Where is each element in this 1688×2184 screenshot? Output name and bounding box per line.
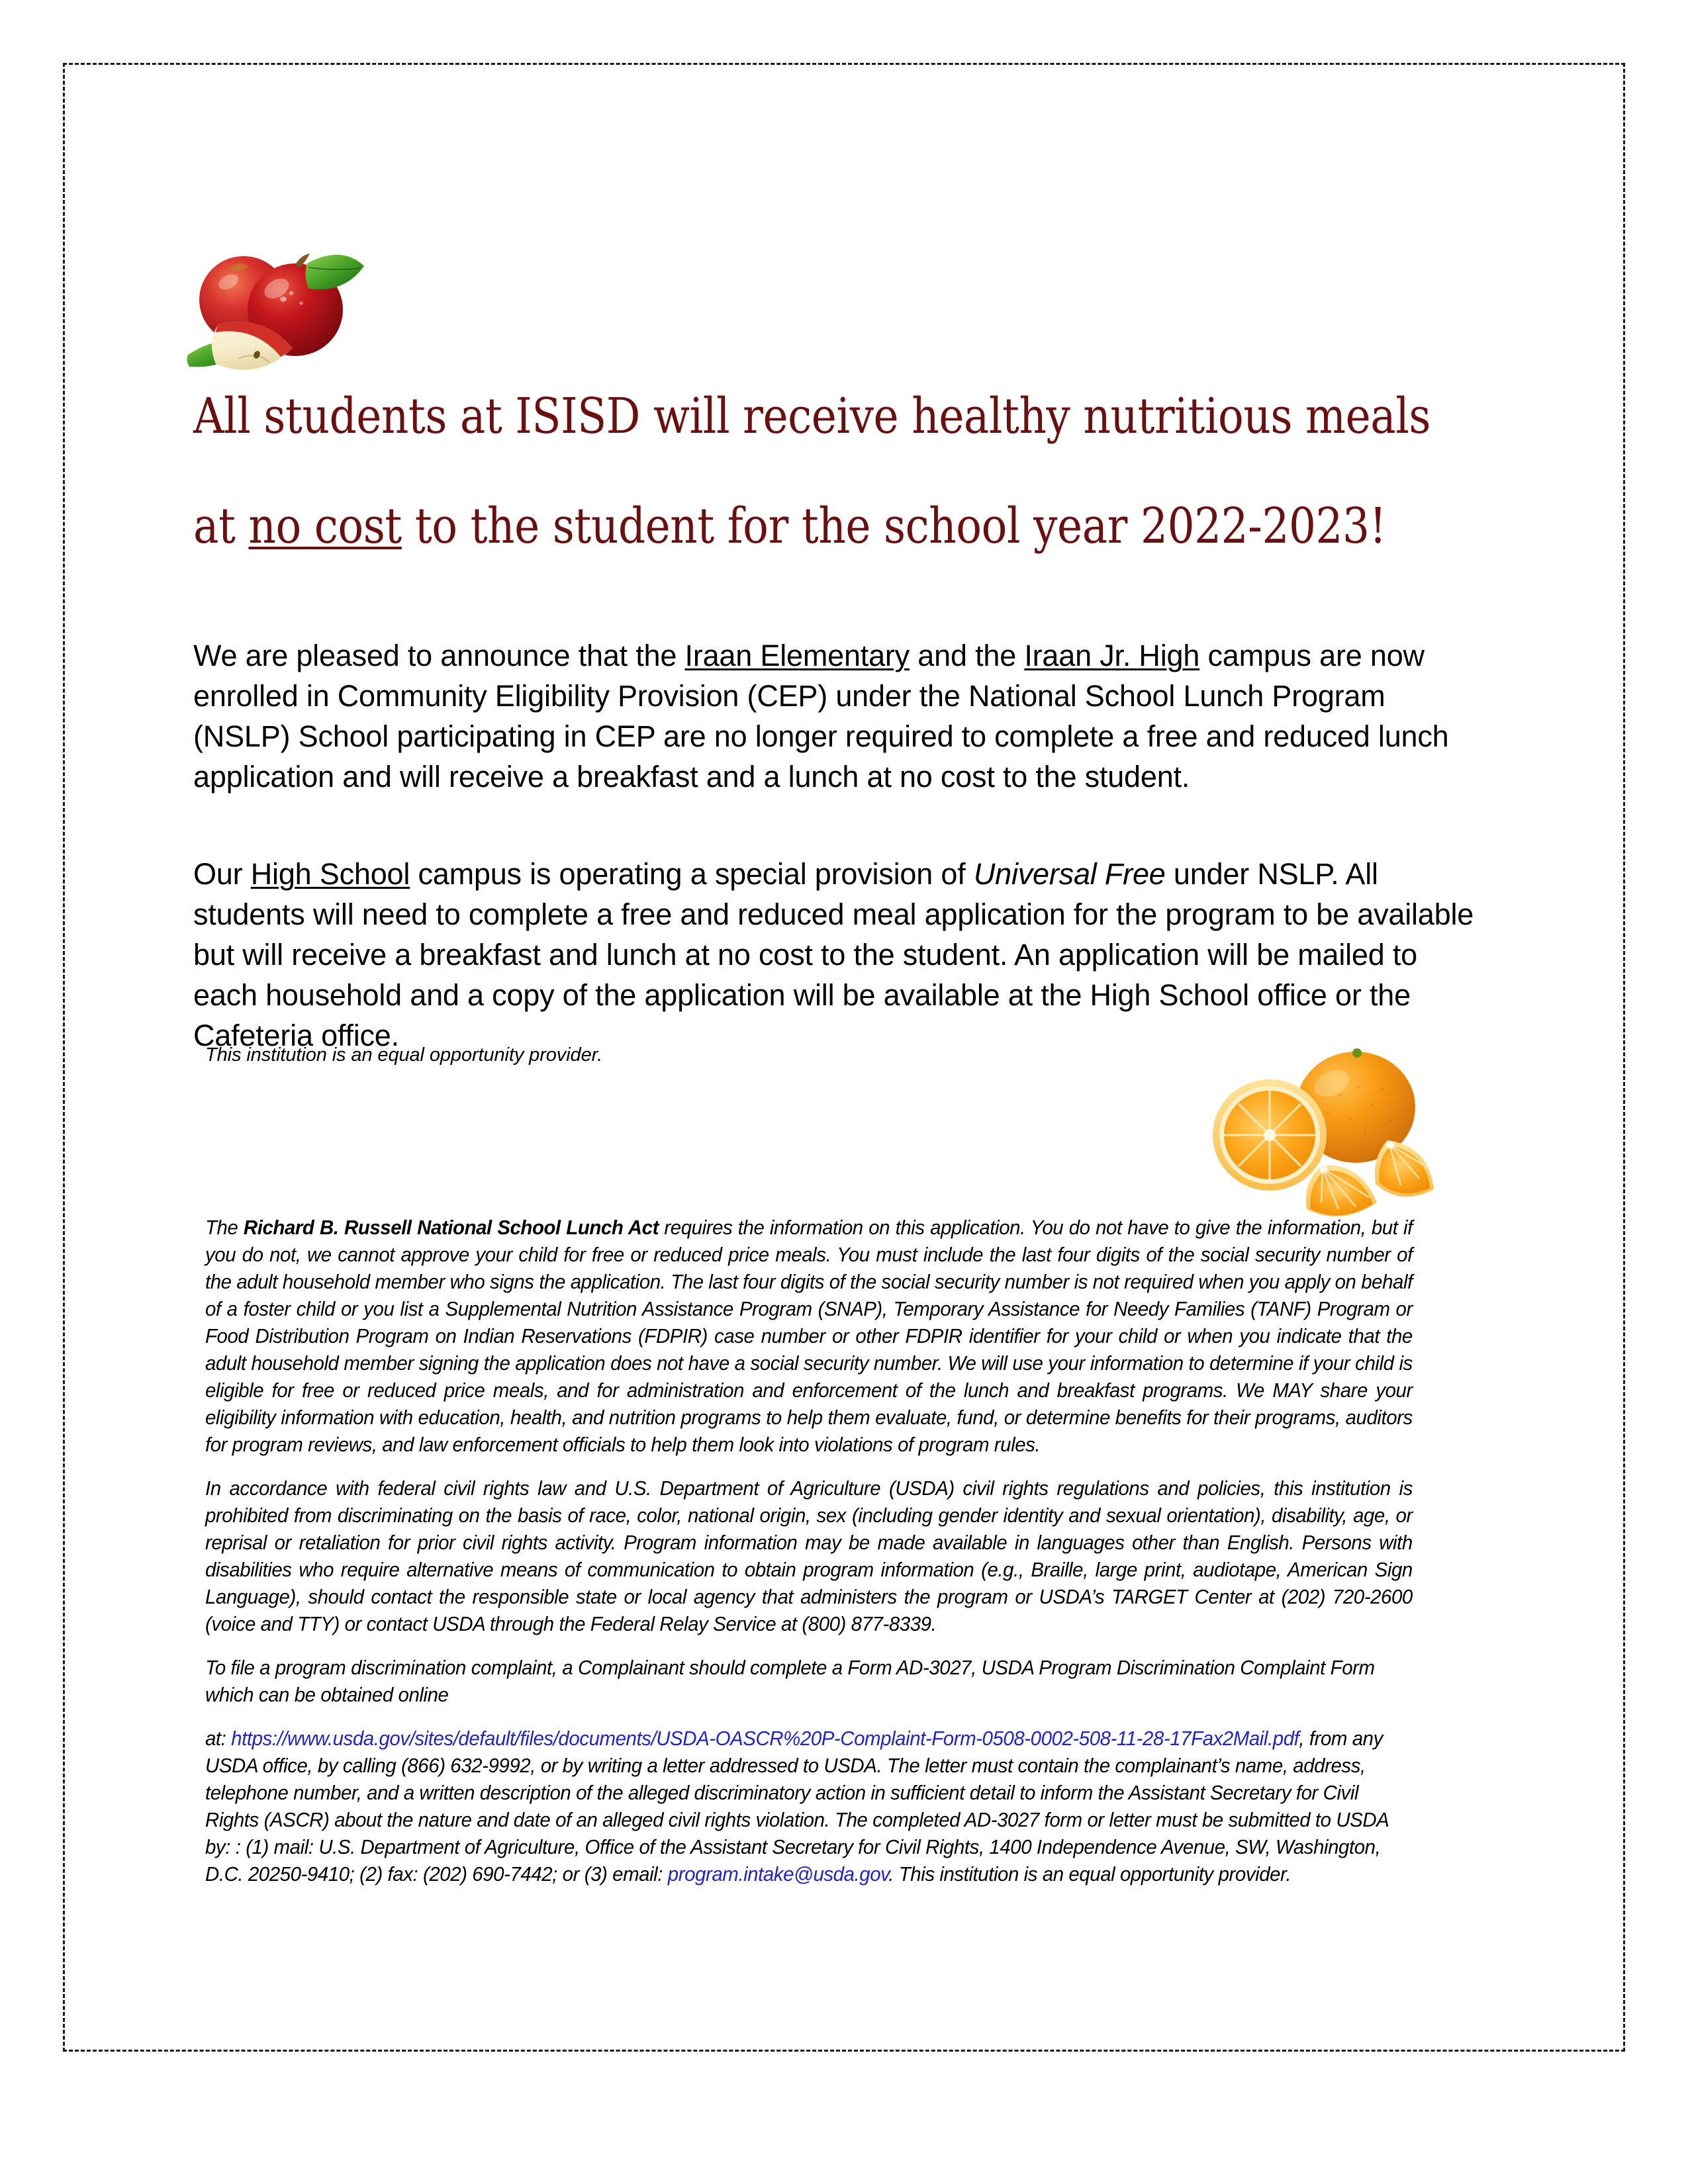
- fineprint-paragraph-nondiscrimination: In accordance with federal civil rights law and U.S. Department of Agriculture (USDA) civil rights regulations and policies, this institution is prohibited from discriminating on the basis of race, color, national origin, sex (including gender identity and sexual orientation), disability, age, or reprisal or retaliation for prior civil rights activity. Program information may be made available in languages other than English. Persons with disabilities who require alternative means of communication to obtain program information (e.g., Braille, large print, audiotape, American Sign Language), should contact the responsible state or local agency that administers the program or USDA’s TARGET Center at (202) 720-2600 (voice and TTY) or contact USDA through the Federal Relay Service at (800) 877-8339.: [205, 1477, 1413, 1635]
- iraan-jr-high-emphasis: Iraan Jr. High: [1024, 639, 1200, 672]
- iraan-elementary-emphasis: Iraan Elementary: [684, 639, 910, 672]
- russell-act-title: Richard B. Russell National School Lunch Act: [243, 1216, 659, 1239]
- fineprint-paragraph-russell-act: The Richard B. Russell National School Lunch Act requires the information on this application. You do not have to give the information, but if you do not, we cannot approve your child for free or reduced price meals. You must include the last four digits of the social security number of the adult household member who signs the application. The last four digits of the social security number is not required when you apply on behalf of a foster child or you list a Supplemental Nutrition Assistance Program (SNAP), Temporary Assistance for Needy Families (TANF) Program or Food Distribution Program on Indian Reservations (FDPIR) case number or other FDPIR identifier for your child or when you indicate that the adult household member signing the application does not have a social security number. We will use your information to determine if your child is eligible for free or reduced price meals, and for administration and enforcement of the lunch and breakfast programs. We MAY share your eligibility information with education, health, and nutrition programs to help them evaluate, fund, or determine benefits for their programs, auditors for program reviews, and law enforcement officials to help them look into violations of program rules.: [205, 1216, 1413, 1456]
- red-apples-photo: [165, 225, 364, 371]
- high-school-paragraph: Our High School campus is operating a special provision of Universal Free under NSLP. All students will need to complete a free and reduced meal application for the program to be available but will receive a breakfast and lunch at no cost to the student. An application will be mailed to each household and a copy of the application will be available at the High School office or the Cafeteria office.: [193, 857, 1474, 1052]
- high-school-emphasis: High School: [250, 857, 410, 891]
- headline-line-2: at no cost to the student for the school year 2022-2023!: [193, 497, 1387, 555]
- announcement-paragraph: We are pleased to announce that the Iraan Elementary and the Iraan Jr. High campus are now enrolled in Community Eligibility Provision (CEP) under the National School Lunch Program (NSLP) School participating in CEP are no longer required to complete a free and reduced lunch application and will receive a breakfast and a lunch at no cost to the student.: [193, 639, 1449, 794]
- program-intake-email-link[interactable]: program.intake@usda.gov: [667, 1863, 889, 1886]
- headline-no-cost-emphasis: no cost: [248, 497, 402, 555]
- equal-opportunity-note: This institution is an equal opportunity provider.: [205, 1044, 603, 1066]
- fineprint-paragraph-contact: at: https://www.usda.gov/sites/default/files/documents/USDA-OASCR%20P-Complaint-Form-0508-0002-508-11-28-17Fax2Mail.pdf, from any USDA office, by calling (866) 632-9992, or by writing a letter addressed to USDA. The letter must contain the complainant’s name, address, telephone number, and a written description of the alleged discriminatory action in sufficient detail to inform the Assistant Secretary for Civil Rights (ASCR) about the nature and date of an alleged civil rights violation. The completed AD-3027 form or letter must be submitted to USDA by: : (1) mail: U.S. Department of Agriculture, Office of the Assistant Secretary for Civil Rights, 1400 Independence Avenue, SW, Washington, D.C. 20250-9410; (2) fax: (202) 690-7442; or (3) email: program.intake@usda.gov. This institution is an equal opportunity provider.: [205, 1727, 1389, 1886]
- fineprint-paragraph-complaint: To file a program discrimination complaint, a Complainant should complete a Form AD-3027, USDA Program Discrimination Complaint Form which can be obtained online: [205, 1657, 1375, 1706]
- headline-line-1: All students at ISISD will receive healthy nutritious meals: [193, 388, 1430, 445]
- usda-complaint-form-link[interactable]: https://www.usda.gov/sites/default/files/documents/USDA-OASCR%20P-Complaint-Form-0508-0002-508-11-28-17Fax2Mail.pdf: [231, 1727, 1299, 1750]
- legal-fineprint-block: [205, 1214, 1413, 1905]
- page-title: [193, 388, 1430, 555]
- oranges-photo: [1192, 1036, 1450, 1234]
- universal-free-emphasis: Universal Free: [973, 857, 1166, 891]
